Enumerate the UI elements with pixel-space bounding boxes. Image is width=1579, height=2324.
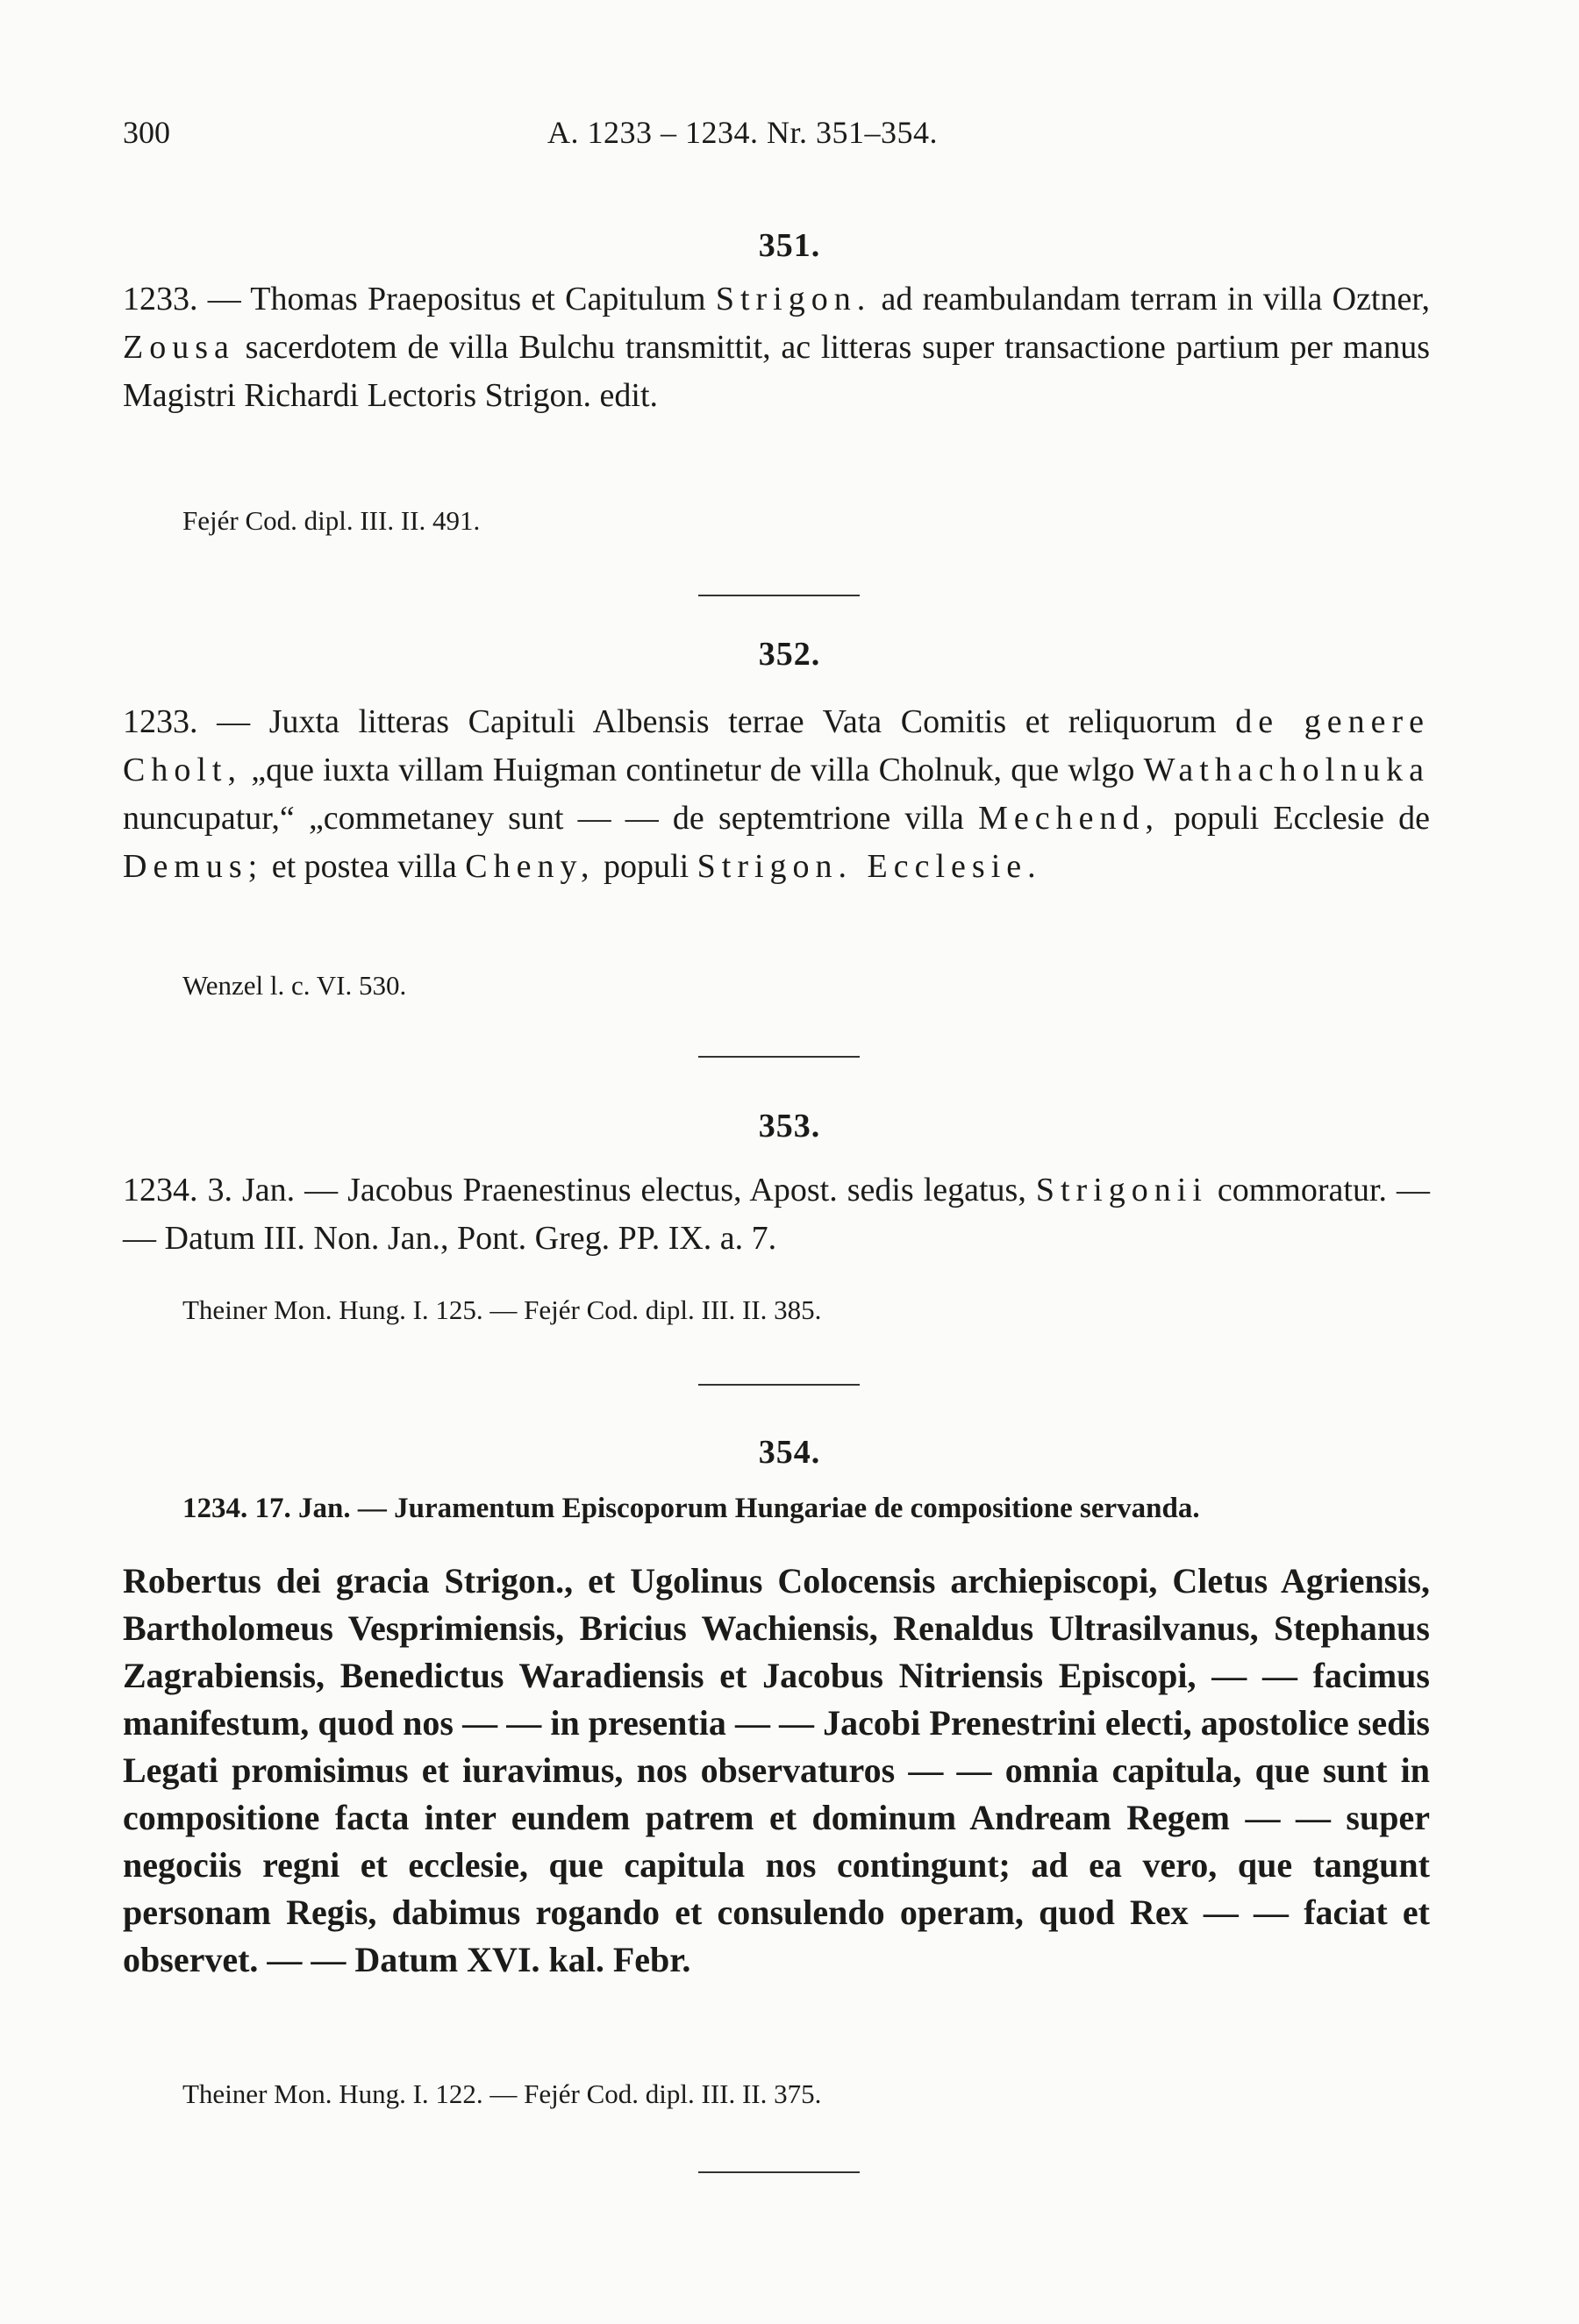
running-head: A. 1233 – 1234. Nr. 351–354. <box>547 115 938 150</box>
entry-source-352: Wenzel l. c. VI. 530. <box>182 970 407 1001</box>
entry-text-352: 1233. — Juxta litteras Capituli Albensis terrae Vata Comitis et reliquorum de genere Cholt, „que iuxta villam Huigman continetur de villa Cholnuk, que wlgo Wathacholnuka nuncupatur,“ „commetaney sunt — — de septemtrione villa Mechend, populi Ecclesie de Demus; et postea villa Cheny, populi Strigon. Ecclesie. <box>123 703 1430 885</box>
entry-text-351: 1233. — Thomas Praepositus et Capitulum Strigon. ad reambulandam terram in villa Oztner, Zousa sacerdotem de villa Bulchu transmittit, ac litteras super transactione partium per manus Magistri Richardi Lectoris Strigon. edit. <box>123 281 1430 414</box>
entry-source-351: Fejér Cod. dipl. III. II. 491. <box>182 505 481 536</box>
entry-text-353: 1234. 3. Jan. — Jacobus Praenestinus electus, Apost. sedis legatus, Strigonii commoratur. — — Datum III. Non. Jan., Pont. Greg. PP. IX. a. 7. <box>123 1172 1431 1257</box>
entry-number-352: 352. <box>758 636 821 673</box>
entry-summary-354: 1234. 17. Jan. — Juramentum Episcoporum Hungariae de compositione servanda. <box>182 1493 1200 1524</box>
entry-number-354: 354. <box>758 1434 821 1471</box>
entry-source-354: Theiner Mon. Hung. I. 122. — Fejér Cod. dipl. III. II. 375. <box>182 2078 822 2109</box>
separator-rule <box>698 2171 860 2173</box>
entry-number-351: 351. <box>758 227 821 264</box>
entry-text-354: Robertus dei gracia Strigon., et Ugolinus Colocensis archiepiscopi, Cletus Agriensis, Bartholomeus Vesprimiensis, Bricius Wachiensis, Renaldus Ultrasilvanus, Stephanus Zagrabiensis, Benedictus Waradiensis et Jacobus Nitriensis Episcopi, — — facimus manifestum, quod nos — — in presentia — — Jacobi Prenestrini electi, apostolice sedis Legati promisimus et iuravimus, nos observaturos — — omnia capitula, que sunt in compositione facta inter eundem patrem et dominum Andream Regem — — super negociis regni et ecclesie, que capitula nos contingunt; ad ea vero, que tangunt personam Regis, dabimus rogando et consulendo operam, quod Rex — — faciat et observet. — — Datum XVI. kal. Febr. <box>123 1561 1430 1979</box>
separator-rule <box>698 595 860 596</box>
separator-rule <box>698 1056 860 1058</box>
separator-rule <box>698 1384 860 1386</box>
entry-source-353: Theiner Mon. Hung. I. 125. — Fejér Cod. dipl. III. II. 385. <box>182 1294 822 1325</box>
page-number: 300 <box>123 115 170 150</box>
entry-number-353: 353. <box>758 1108 821 1144</box>
